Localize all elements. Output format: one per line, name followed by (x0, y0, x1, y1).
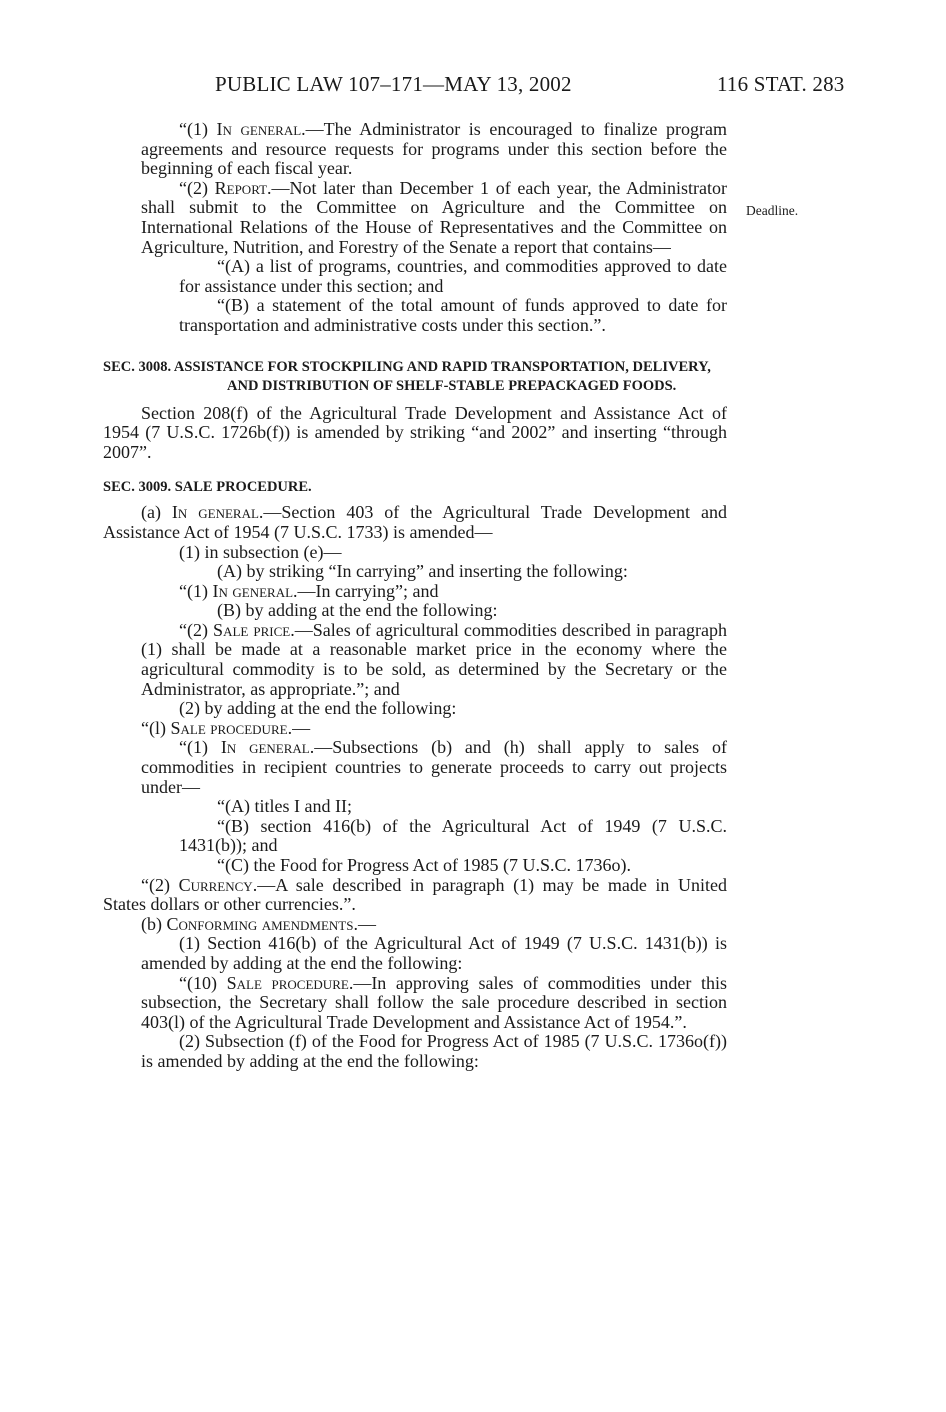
subsection-b-2: (2) Subsection (f) of the Food for Progress Act of 1985 (7 U.S.C. 1736o(f)) is amended by adding at the end the following: (141, 1031, 727, 1071)
paragraph-report-b: “(B) a statement of the total amount of funds approved to date for transportation and administrative costs under this section.”. (179, 295, 727, 335)
subsection-a-1: (1) in subsection (e)— (179, 541, 342, 562)
paragraph-report: “(2) Report.—Not later than December 1 of each year, the Administrator shall submit to the Committee on Agriculture and the Committee on International Relations of the House of Representatives and the Committee on Agriculture, Nutrition, and Forestry of the Senate a report that contains— (141, 177, 727, 257)
quoted-l-1-C: “(C) the Food for Progress Act of 1985 (7 U.S.C. 1736o). (217, 855, 631, 875)
quoted-l-1-A: “(A) titles I and II; (217, 796, 352, 817)
quoted-l-2: “(2) Currency.—A sale described in paragraph (1) may be made in United States dollars or other currencies.”. (103, 874, 727, 915)
quoted-sale-price: “(2) Sale price.—Sales of agricultural commodities described in paragraph (1) shall be made at a reasonable market price in the economy where the agricultural commodity is to be sold, as determined by the Secretary or the Administrator, as appropriate.”; and (141, 619, 727, 699)
subsection-b-1: (1) Section 416(b) of the Agricultural Act of 1949 (7 U.S.C. 1431(b)) is amended by adding at the end the following: (141, 933, 727, 973)
subsection-b: (b) Conforming amendments.— (141, 913, 376, 934)
quoted-in-general: “(1) In general.—In carrying”; and (179, 580, 439, 601)
subsection-a-1-A: (A) by striking “In carrying” and inserting the following: (217, 561, 628, 582)
subsection-a: (a) In general.—Section 403 of the Agricultural Trade Development and Assistance Act of 1954 (7 U.S.C. 1733) is amended— (103, 502, 727, 542)
quoted-sale-procedure: “(l) Sale procedure.— (141, 717, 311, 738)
subsection-a-2: (2) by adding at the end the following: (179, 698, 457, 719)
subsection-a-1-B: (B) by adding at the end the following: (217, 600, 498, 621)
quoted-10-sale-procedure: “(10) Sale procedure.—In approving sales of commodities under this subsection, the Secretary shall follow the sale procedure described in section 403(l) of the Agricultural Trade Development and Assistance Act of 1954.”. (141, 972, 727, 1032)
section-3008-heading: SEC. 3008. ASSISTANCE FOR STOCKPILING AND RAPID TRANSPORTATION, DELIVERY, AND DISTRIBUTION OF SHELF-STABLE PREPACKAGED FOODS. (103, 358, 711, 394)
paragraph-in-general: “(1) In general.—The Administrator is encouraged to finalize program agreements and resource requests for programs under this section before the beginning of each fiscal year. (141, 119, 727, 179)
quoted-l-1-B: “(B) section 416(b) of the Agricultural Act of 1949 (7 U.S.C. 1431(b)); and (179, 815, 727, 856)
running-head: PUBLIC LAW 107–171—MAY 13, 2002 (215, 72, 572, 96)
statute-reference: 116 STAT. 283 (717, 72, 845, 96)
quoted-l-1: “(1) In general.—Subsections (b) and (h) shall apply to sales of commodities in recipient countries to generate proceeds to carry out projects under— (141, 737, 727, 797)
document-body (103, 120, 727, 1072)
section-3009-heading: SEC. 3009. SALE PROCEDURE. (103, 479, 312, 496)
section-3008-text: Section 208(f) of the Agricultural Trade Development and Assistance Act of 1954 (7 U.S.C. 1726b(f)) is amended by striking “and 2002” and inserting “through 2007”. (103, 402, 727, 462)
paragraph-report-a: “(A) a list of programs, countries, and commodities approved to date for assistance under this section; and (179, 256, 727, 296)
margin-note-deadline: Deadline. (746, 203, 799, 218)
